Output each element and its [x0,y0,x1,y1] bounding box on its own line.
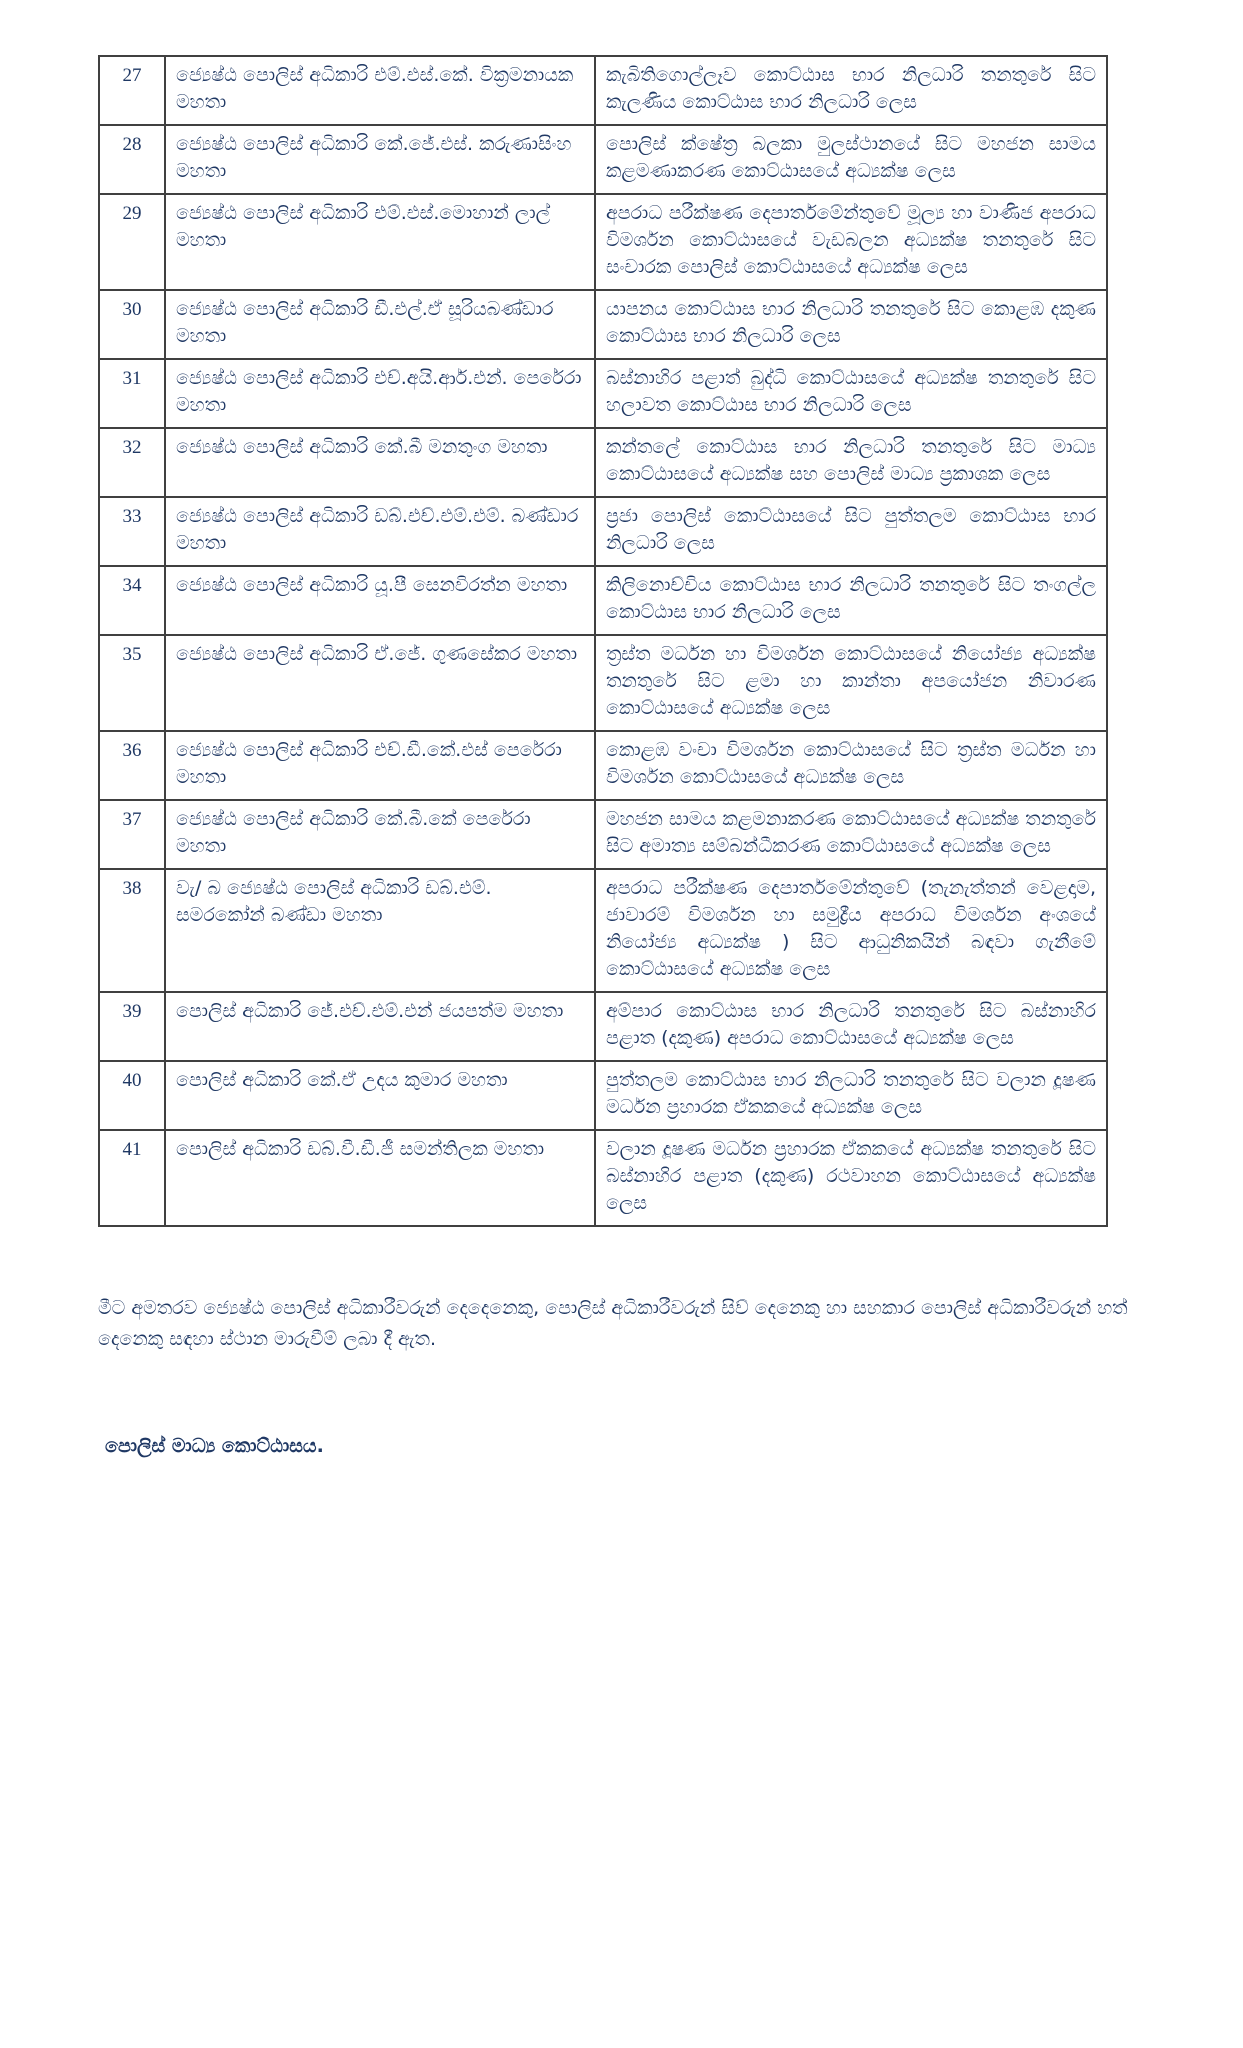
row-number: 38 [99,869,165,992]
table-row [99,497,1107,566]
transfer-description-cell: වලාන දූෂණ මර්ධන ප්‍රහාරක ඒකකයේ අධ්‍යක්ෂ තනතුරේ සිට බස්නාහිර පළාත (දකුණ) රථවාහන කොට්ඨාසයේ අධ්‍යක්ෂ ලෙස [595,1130,1107,1226]
transfer-description-cell: ප්‍රජා පොලිස් කොට්ඨාසයේ සිට පුත්තලම කොට්ඨාස භාර නිලධාරි ලෙස [595,497,1107,566]
officer-name-cell: ජ්‍යෙෂ්ඨ පොලිස් අධිකාරි යූ.පී සෙනවිරත්න මහතා [165,566,595,635]
table-row [99,800,1107,869]
table-row [99,992,1107,1061]
officer-name-cell: වැ/ බ ජ්‍යෙෂ්ඨ පොලිස් අධිකාරි ඩබ්.එම්. සමරකෝන් බණ්ඩා මහතා [165,869,595,992]
transfer-description-cell: යාපනය කොට්ඨාස භාර නිලධාරි තනතුරේ සිට කොළඹ දකුණ කොට්ඨාස භාර නිලධාරි ලෙස [595,290,1107,359]
row-number: 33 [99,497,165,566]
officer-name-cell: ජ්‍යෙෂ්ඨ පොලිස් අධිකාරි එච්.ඩී.කේ.එස් පෙරේරා මහතා [165,731,595,800]
transfer-description-cell: පොලිස් ක්ෂේත්‍ර බලකා මුලස්ථානයේ සිට මහජන සාමය කළමණාකරණ කොට්ඨාසයේ අධ්‍යක්ෂ ලෙස [595,125,1107,194]
row-number: 28 [99,125,165,194]
transfer-description-cell: මහජන සාමය කළමනාකරණ කොට්ඨාසයේ අධ්‍යක්ෂ තනතුරේ සිට අමාත්‍ය සම්බන්ධීකරණ කොට්ඨාසයේ අධ්‍යක්ෂ ලෙස [595,800,1107,869]
table-row [99,125,1107,194]
officer-name-cell: ජ්‍යෙෂ්ඨ පොලිස් අධිකාරි එම්.එස්.කේ. වික්‍රමනායක මහතා [165,56,595,125]
officer-name-cell: ජ්‍යෙෂ්ඨ පොලිස් අධිකාරි එච්.අයි.ආර්.එන්. පෙරේරා මහතා [165,359,595,428]
transfer-description-cell: අම්පාර කොට්ඨාස භාර නිලධාරි තනතුරේ සිට බස්නාහිර පළාත (දකුණ) අපරාධ කොට්ඨාසයේ අධ්‍යක්ෂ ලෙස [595,992,1107,1061]
officer-name-cell: ජ්‍යෙෂ්ඨ පොලිස් අධිකාරි ඩබ්.එච්.එම්.එම්. බණ්ඩාර මහතා [165,497,595,566]
transfer-description-cell: කිලිනොච්චිය කොට්ඨාස භාර නිලධාරි තනතුරේ සිට තංගල්ල කොට්ඨාස භාර නිලධාරි ලෙස [595,566,1107,635]
table-row [99,290,1107,359]
row-number: 39 [99,992,165,1061]
officer-name-cell: ජ්‍යෙෂ්ඨ පොලිස් අධිකාරි ඩී.එල්.ඒ සූරියබණ්ඩාර මහතා [165,290,595,359]
row-number: 30 [99,290,165,359]
table-row [99,731,1107,800]
row-number: 37 [99,800,165,869]
table-row [99,194,1107,290]
transfer-description-cell: බස්නාහිර පළාත් බුද්ධි කොට්ඨාසයේ අධ්‍යක්ෂ තනතුරේ සිට හලාවත කොට්ඨාස භාර නිලධාරි ලෙස [595,359,1107,428]
transfer-description-cell: ත්‍රස්ත මර්ධන හා විමර්ශන කොට්ඨාසයේ නියෝජ්‍ය අධ්‍යක්ෂ තනතුරේ සිට ළමා හා කාන්තා අපයෝජන නිවාරණ කොට්ඨාසයේ අධ්‍යක්ෂ ලෙස [595,635,1107,731]
table-row [99,56,1107,125]
transfer-description-cell: කැබිතිගොල්ලෑව කොට්ඨාස භාර නිලධාරි තනතුරේ සිට කැලණිය කොට්ඨාස භාර නිලධාරි ලෙස [595,56,1107,125]
officer-name-cell: ජ්‍යෙෂ්ඨ පොලිස් අධිකාරි කේ.ජේ.එස්. කරුණාසිංහ මහතා [165,125,595,194]
officer-name-cell: පොලිස් අධිකාරි ඩබ්.වී.ඩී.ජී සමන්තිලක මහතා [165,1130,595,1226]
row-number: 34 [99,566,165,635]
officer-name-cell: ජ්‍යෙෂ්ඨ පොලිස් අධිකාරි එම්.එස්.මොහාන් ලාල් මහතා [165,194,595,290]
row-number: 27 [99,56,165,125]
transfer-description-cell: අපරාධ පරීක්ෂණ දෙපාර්තමේන්තුවේ මූල්‍ය හා වාණිජ අපරාධ විමර්ශන කොට්ඨාසයේ වැඩබලන අධ්‍යක්ෂ තනතුරේ සිට සංචාරක පොලිස් කොට්ඨාසයේ අධ්‍යක්ෂ ලෙස [595,194,1107,290]
table-row [99,1061,1107,1130]
transfer-description-cell: පුත්තලම කොට්ඨාස භාර නිලධාරි තනතුරේ සිට වලාන දූෂණ මර්ධන ප්‍රහාරක ඒකකයේ අධ්‍යක්ෂ ලෙස [595,1061,1107,1130]
table-row [99,1130,1107,1226]
table-row [99,869,1107,992]
table-row [99,428,1107,497]
row-number: 31 [99,359,165,428]
officer-name-cell: ජ්‍යෙෂ්ඨ පොලිස් අධිකාරි ඒ.ජේ. ගුණසේකර මහතා [165,635,595,731]
table-row [99,566,1107,635]
row-number: 29 [99,194,165,290]
row-number: 32 [99,428,165,497]
row-number: 35 [99,635,165,731]
police-transfer-table [98,55,1108,1227]
transfer-description-cell: කොළඹ වංචා විමර්ශන කොට්ඨාසයේ සිට ත්‍රස්ත මර්ධන හා විමර්ශන කොට්ඨාසයේ අධ්‍යක්ෂ ලෙස [595,731,1107,800]
row-number: 36 [99,731,165,800]
transfer-description-cell: අපරාධ පරීක්ෂණ දෙපාර්තමේන්තුවේ (තැනැත්තන් වෙළදාම, ජාවාරම් විමර්ශන හා සමුද්‍රීය අපරාධ විමර්ශන අංශයේ නියෝජ්‍ය අධ්‍යක්ෂ ) සිට ආධුනිකයින් බඳවා ගැනීමේ කොට්ඨාසයේ අධ්‍යක්ෂ ලෙස [595,869,1107,992]
officer-name-cell: පොලිස් අධිකාරි ජේ.එච්.එම්.එන් ජයපත්ම මහතා [165,992,595,1061]
transfer-description-cell: කන්තලේ කොට්ඨාස භාර නිලධාරි තනතුරේ සිට මාධ්‍ය කොට්ඨාසයේ අධ්‍යක්ෂ සහ පොලිස් මාධ්‍ය ප්‍රකාශක ලෙස [595,428,1107,497]
signoff-police-media-division: පොලිස් මාධ්‍ය කොට්ඨාසය. [105,1435,324,1457]
table-row [99,635,1107,731]
officer-name-cell: ජ්‍යෙෂ්ඨ පොලිස් අධිකාරි කේ.බී මනතුංග මහතා [165,428,595,497]
row-number: 40 [99,1061,165,1130]
officer-name-cell: පොලිස් අධිකාරි කේ.ඒ උදය කුමාර මහතා [165,1061,595,1130]
row-number: 41 [99,1130,165,1226]
officer-name-cell: ජ්‍යෙෂ්ඨ පොලිස් අධිකාරි කේ.බී.කේ පෙරේරා මහතා [165,800,595,869]
table-row [99,359,1107,428]
closing-note: මීට අමතරව ජ්‍යෙෂ්ඨ පොලිස් අධිකාරීවරුන් දෙදෙනෙකු, පොලිස් අධිකාරීවරුන් සිව් දෙනෙකු හා සහකාර පොලිස් අධිකාරීවරුන් හත් දෙනෙකු සඳහා ස්ථාන මාරුවීම් ලබා දී ඇත. [98,1297,1128,1350]
